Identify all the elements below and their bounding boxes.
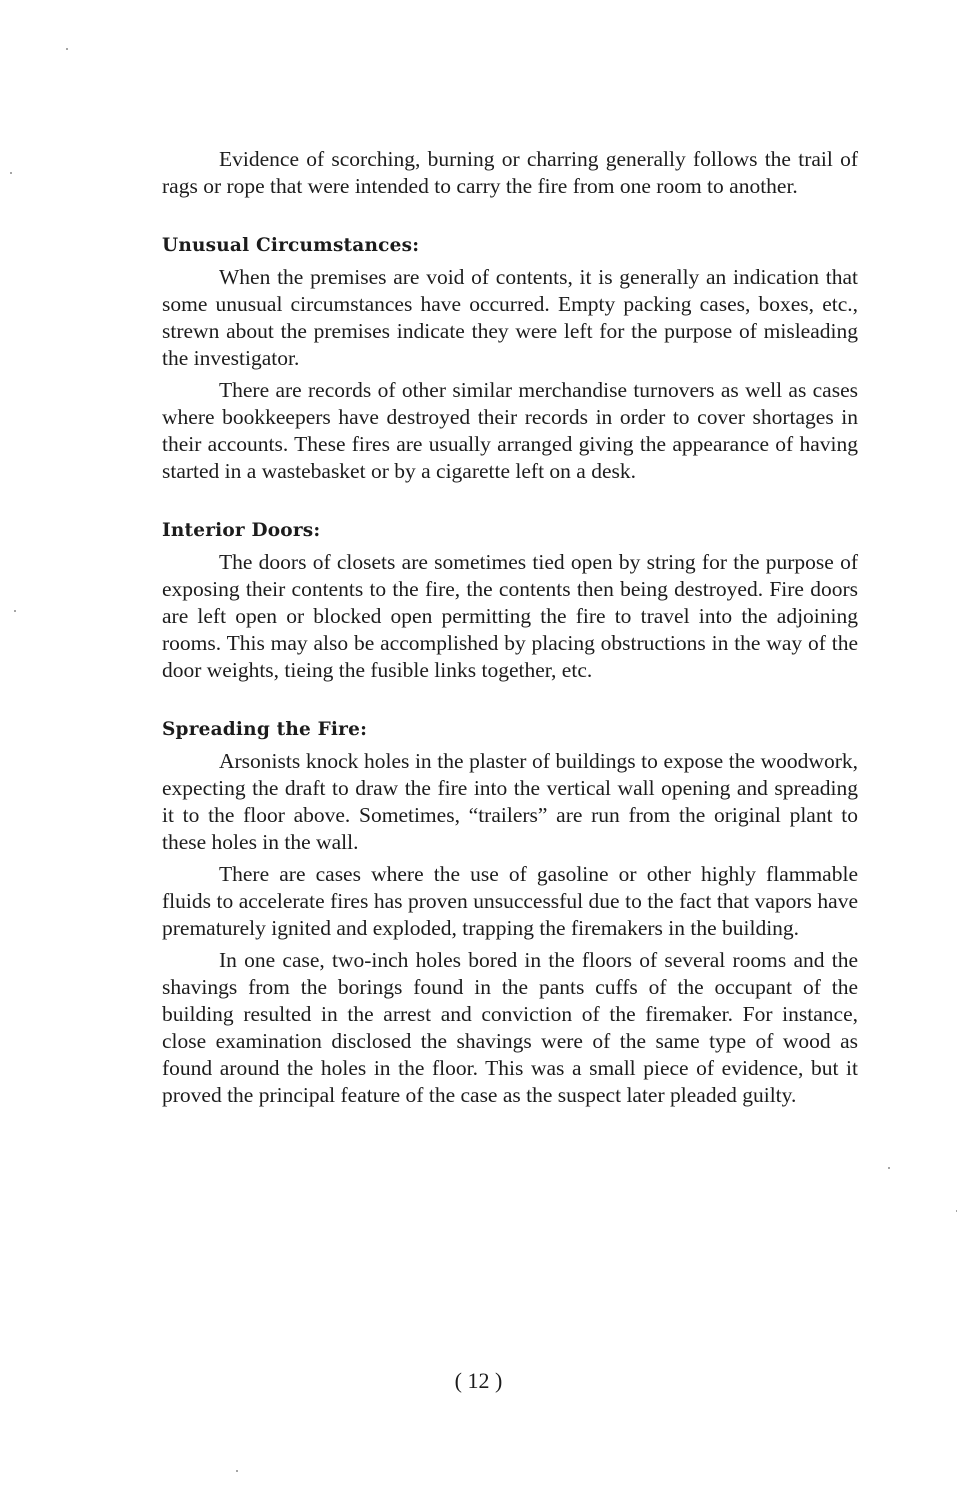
paper-speck xyxy=(66,48,68,50)
heading-interior-doors: Interior Doors: xyxy=(162,520,321,541)
paragraph-merchandise-turnovers: There are records of other similar merchandise turnovers as well as cases where bookkeepers have destroyed their records in order to cover shortages in their accounts. These fires are usually arranged giving the appearance of having started in a wastebasket or by a cigarette left on a desk. xyxy=(162,378,858,483)
paragraph-closet-doors: The doors of closets are sometimes tied open by string for the purpose of exposing their contents to the fire, the contents then being destroyed. Fire doors are left open or blocked open permitting the fire to travel into the adjoining rooms. This may also be accomplished by placing obstructions in the way of the door weights, tieing the fusible links together, etc. xyxy=(162,550,858,682)
paper-speck xyxy=(10,172,12,174)
paragraph-two-inch-holes: In one case, two-inch holes bored in the floors of several rooms and the shavings from the borings found in the pants cuffs of the occupant of the building resulted in the arrest and conviction of the firemaker. For instance, close examination disclosed the shavings were of the same type of wood as found around the holes in the floor. This was a small piece of evidence, but it proved the principal feature of the case as the suspect later pleaded guilty. xyxy=(162,948,858,1107)
text-column xyxy=(162,146,858,1109)
heading-spreading-the-fire: Spreading the Fire: xyxy=(162,719,368,740)
paragraph-plaster-holes: Arsonists knock holes in the plaster of buildings to expose the woodwork, expecting the draft to draw the fire into the vertical wall opening and spreading it to the floor above. Sometimes, “trailers” are run from the original plant to these holes in the wall. xyxy=(162,749,858,854)
paper-speck xyxy=(14,610,16,612)
heading-unusual-circumstances: Unusual Circumstances: xyxy=(162,235,420,256)
paper-speck xyxy=(888,1167,890,1169)
paragraph-void-premises: When the premises are void of contents, it is generally an indication that some unusual circumstances have occurred. Empty packing cases, boxes, etc., strewn about the premises indicate they were left for the purpose of misleading the investigator. xyxy=(162,265,858,370)
page-number: ( 12 ) xyxy=(454,1368,503,1393)
paper-speck xyxy=(236,1470,238,1472)
paragraph-scorching: Evidence of scorching, burning or charring generally follows the trail of rags or rope that were intended to carry the fire from one room to another. xyxy=(162,147,858,198)
paragraph-flammable-fluids: There are cases where the use of gasoline or other highly flammable fluids to accelerate fires has proven unsuccessful due to the fact that vapors have prematurely ignited and exploded, trapping the firemakers in the building. xyxy=(162,862,858,940)
